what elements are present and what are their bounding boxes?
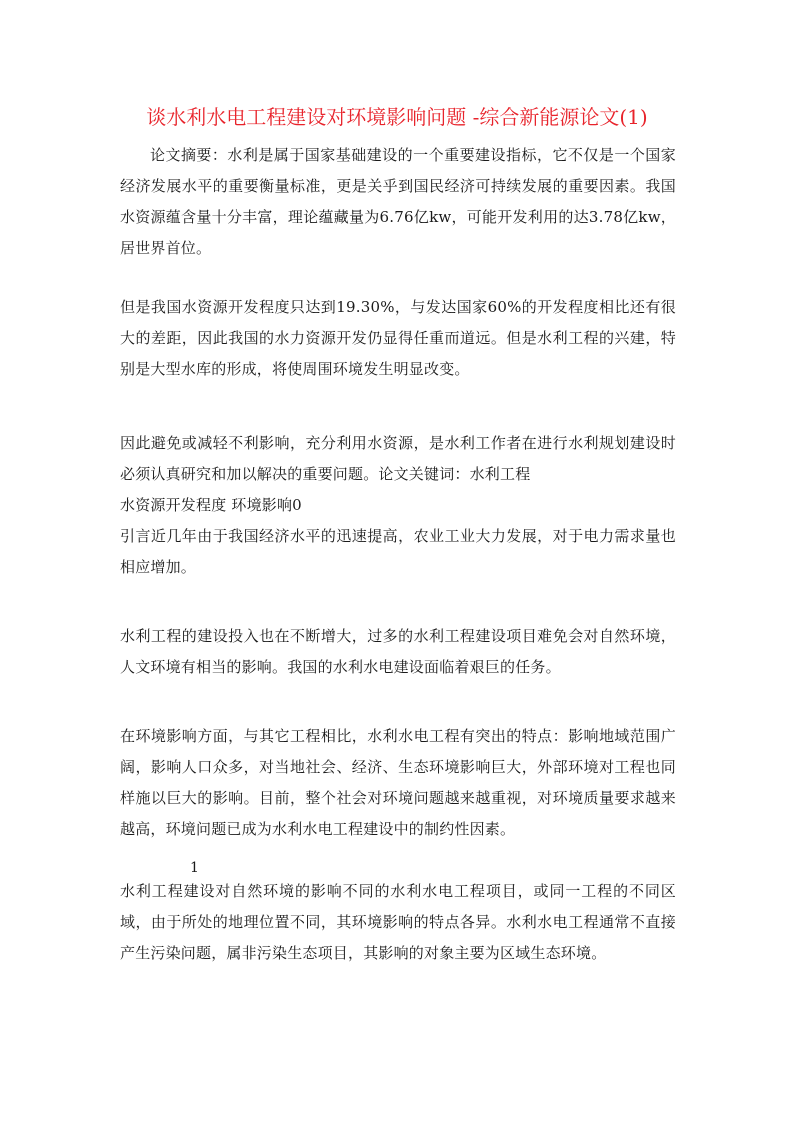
- page-number: 1: [190, 860, 199, 876]
- abstract-paragraph: 论文摘要：水利是属于国家基础建设的一个重要建设指标，它不仅是一个国家经济发展水平的重要衡量标准，更是关乎到国民经济可持续发展的重要因素。我国水资源蕴含量十分丰富，理论蕴藏量为6.76亿kw，可能开发利用的达3.78亿kw，居世界首位。: [120, 146, 676, 257]
- body-paragraph: 引言近几年由于我国经济水平的迅速提高，农业工业大力发展，对于电力需求量也相应增加。: [120, 527, 676, 576]
- body-paragraph: 水利工程建设对自然环境的影响不同的水利水电工程项目，或同一工程的不同区域，由于所处的地理位置不同，其环境影响的特点各异。水利水电工程通常不直接产生污染问题，属非污染生态项目，其影响的对象主要为区域生态环境。: [120, 882, 676, 962]
- body-paragraph: 水利工程的建设投入也在不断增大，过多的水利工程建设项目难免会对自然环境，人文环境有相当的影响。我国的水利水电建设面临着艰巨的任务。: [120, 627, 676, 676]
- body-paragraph: 但是我国水资源开发程度只达到19.30%，与发达国家60%的开发程度相比还有很大的差距，因此我国的水力资源开发仍显得任重而道远。但是水利工程的兴建，特别是大型水库的形成，将使周围环境发生明显改变。: [120, 298, 676, 378]
- body-paragraph: 在环境影响方面，与其它工程相比，水利水电工程有突出的特点：影响地域范围广阔，影响人口众多，对当地社会、经济、生态环境影响巨大，外部环境对工程也同样施以巨大的影响。目前，整个社会对环境问题越来越重视，对环境质量要求越来越高，环境问题已成为水利水电工程建设中的制约性因素。: [120, 727, 676, 838]
- document-title: 谈水利水电工程建设对环境影响问题 -综合新能源论文(1): [146, 105, 648, 129]
- body-paragraph: 因此避免或减轻不利影响，充分利用水资源，是水利工作者在进行水利规划建设时必须认真研究和加以解决的重要问题。论文关键词：水利工程: [120, 434, 676, 483]
- keywords-line: 水资源开发程度 环境影响0: [120, 496, 302, 514]
